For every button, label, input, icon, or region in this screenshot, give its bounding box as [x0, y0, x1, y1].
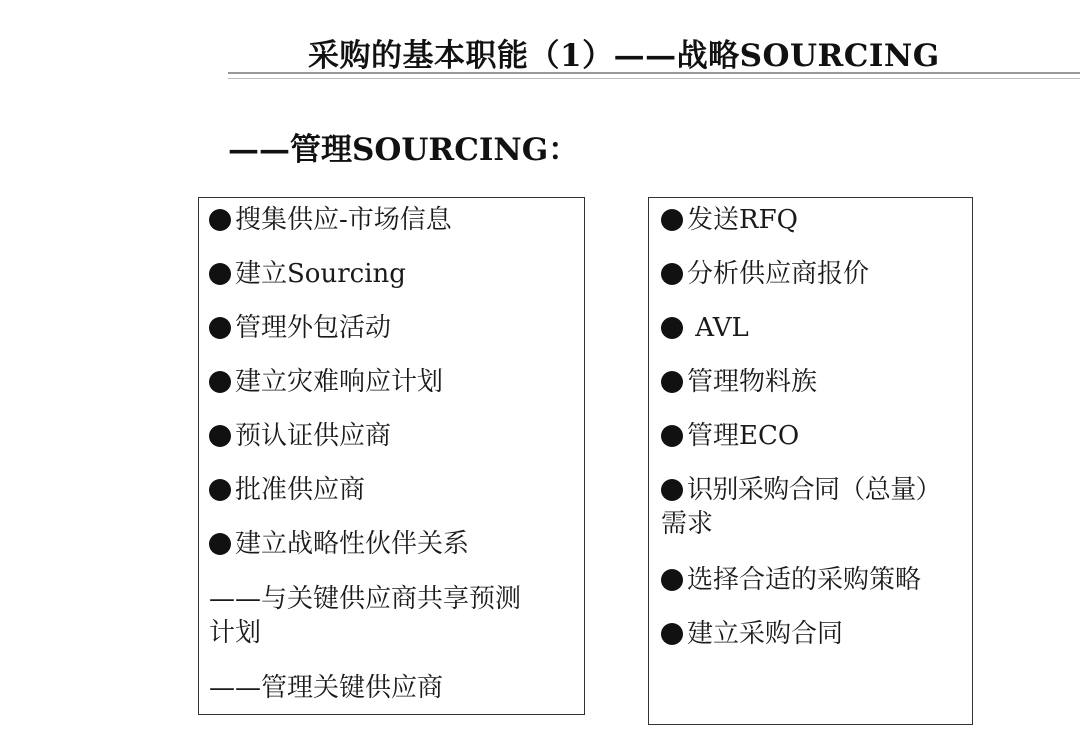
list-item-continuation: 需求 — [661, 509, 714, 539]
bullet-icon — [661, 371, 683, 393]
list-item — [661, 473, 941, 507]
bullet-icon — [209, 209, 231, 231]
list-item — [209, 527, 469, 561]
list-item — [661, 365, 817, 399]
bullet-icon — [209, 263, 231, 285]
list-item — [209, 365, 443, 399]
list-item-text: 建立灾难响应计划 — [235, 367, 444, 397]
bullet-icon — [209, 371, 231, 393]
list-item — [209, 203, 452, 237]
left-content-box — [198, 197, 585, 715]
list-item — [661, 563, 921, 597]
bullet-icon — [661, 263, 683, 285]
list-item — [661, 419, 799, 453]
list-item — [661, 257, 869, 291]
bullet-icon — [209, 425, 231, 447]
bullet-icon — [661, 425, 683, 447]
sub-item: ——管理关键供应商 — [209, 673, 444, 703]
bullet-icon — [209, 479, 231, 501]
list-item-text: 识别采购合同（总量） — [687, 475, 942, 505]
title-divider-secondary — [228, 78, 1080, 79]
bullet-icon — [209, 533, 231, 555]
list-item-text: 管理ECO — [687, 421, 800, 451]
list-item — [209, 257, 406, 291]
list-item-text: 批准供应商 — [235, 475, 366, 505]
bullet-icon — [661, 623, 683, 645]
list-item-text: AVL — [687, 313, 749, 343]
list-item — [209, 311, 391, 345]
sub-item-continuation: 计划 — [209, 618, 262, 648]
list-item-text: 建立Sourcing — [235, 259, 406, 289]
list-item — [661, 311, 749, 345]
list-item-text: 预认证供应商 — [235, 421, 392, 451]
right-content-box — [648, 197, 973, 725]
list-item-text: 选择合适的采购策略 — [687, 565, 922, 595]
list-item — [661, 203, 798, 237]
title-divider — [228, 72, 1080, 74]
bullet-icon — [661, 569, 683, 591]
bullet-icon — [661, 317, 683, 339]
list-item-text: 建立采购合同 — [687, 619, 844, 649]
section-subtitle: ——管理SOURCING： — [228, 132, 580, 168]
list-item — [209, 419, 391, 453]
bullet-icon — [661, 479, 683, 501]
bullet-icon — [209, 317, 231, 339]
sub-item: ——与关键供应商共享预测 — [209, 584, 522, 614]
page-title: 采购的基本职能（1）——战略SOURCING — [308, 38, 940, 74]
list-item-text: 管理外包活动 — [235, 313, 392, 343]
list-item-text: 管理物料族 — [687, 367, 818, 397]
bullet-icon — [661, 209, 683, 231]
list-item — [209, 473, 365, 507]
list-item-text: 分析供应商报价 — [687, 259, 870, 289]
list-item-text: 搜集供应-市场信息 — [235, 205, 452, 235]
list-item — [661, 617, 843, 651]
list-item-text: 建立战略性伙伴关系 — [235, 529, 470, 559]
list-item-text: 发送RFQ — [687, 205, 798, 235]
